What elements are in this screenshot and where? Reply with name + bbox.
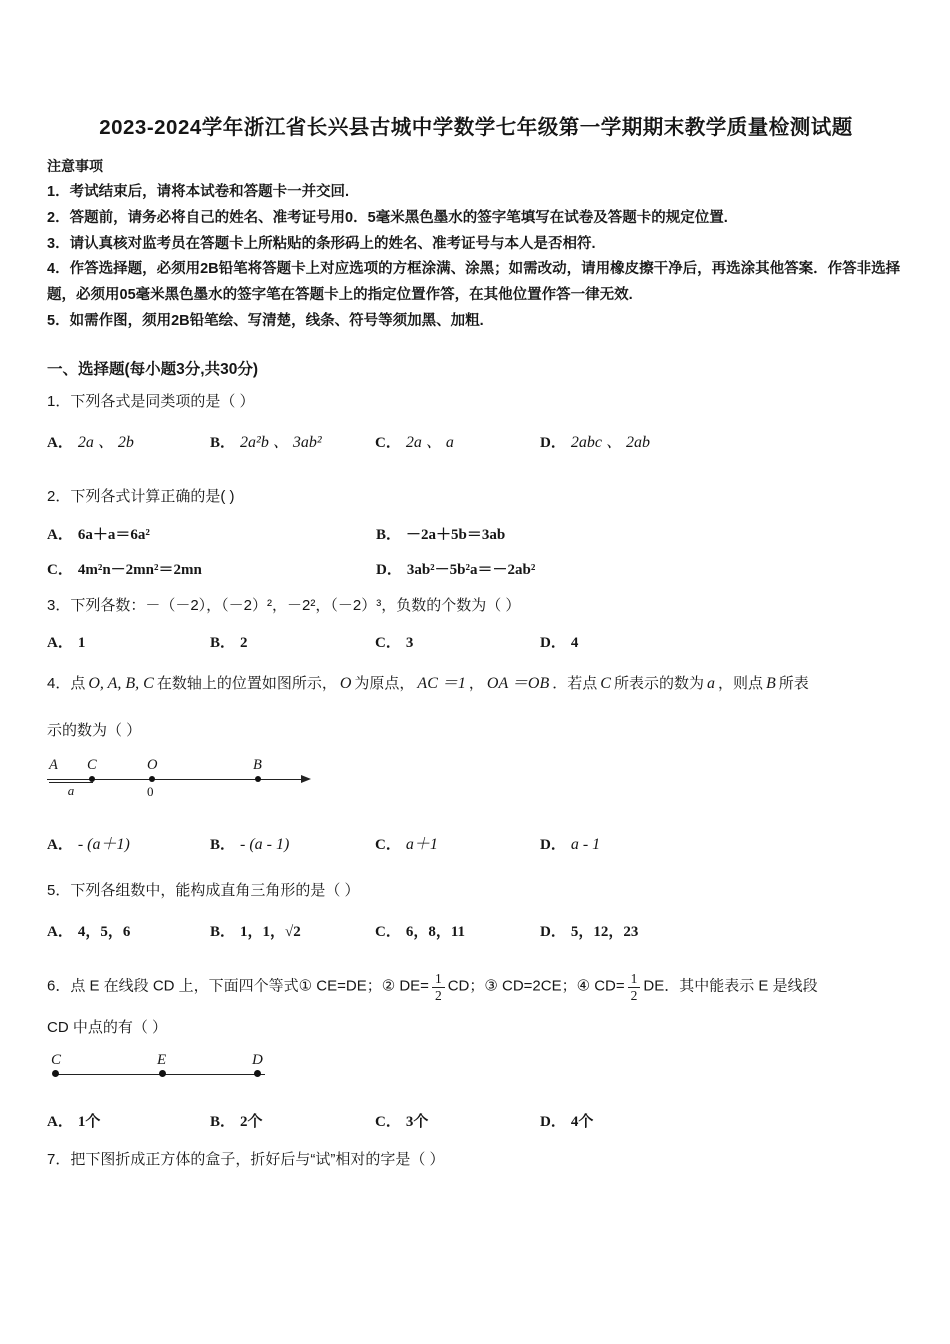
q3-option-a: [47, 631, 210, 652]
notice-item-2: 2．答题前，请务必将自己的姓名、准考证号用0．5毫米黑色墨水的签字笔填写在试卷及答题卡的规定位置.: [47, 209, 728, 226]
option-value: a - 1: [570, 835, 601, 853]
q5-option-c: [375, 920, 540, 941]
q4-text: 在数轴上的位置如图所示，: [156, 675, 337, 693]
q3-option-c: [375, 631, 540, 652]
axis-arrow: [301, 775, 311, 783]
point-dot-O: [149, 776, 155, 782]
number-line-axis: [47, 779, 303, 780]
option-value: 2a²b 、 3ab²: [240, 434, 322, 452]
q4-math: a: [706, 675, 715, 693]
q1-option-a: [47, 429, 210, 452]
q2-option-c: [47, 558, 376, 579]
option-value: 3ab²－5b²a＝－2ab²: [406, 561, 536, 578]
q4-option-d: [540, 833, 905, 854]
option-value: 2a 、 a: [405, 434, 454, 452]
q6-text: DE．其中能表示 E 是线段: [643, 977, 818, 995]
point-dot-E: [159, 1070, 166, 1077]
option-value: 3个: [405, 1113, 429, 1130]
option-value: 1: [77, 635, 86, 652]
q4-text: ，: [468, 675, 484, 693]
origin-label: 0: [147, 783, 154, 799]
notice-item-3: 3．请认真核对监考员在答题卡上所粘贴的条形码上的姓名、准考证号与本人是否相符.: [47, 235, 596, 252]
q1-option-c: [375, 429, 540, 452]
option-value: 4个: [570, 1113, 594, 1130]
notice-item-4: 4．作答选择题，必须用2B铅笔将答题卡上对应选项的方框涂满、涂黑；如需改动，请用橡皮擦干净后，再选涂其他答案．作答非选择题，必须用05毫米黑色墨水的签字笔在答题卡上的指定位置作答，在其他位置作答一律无效.: [47, 261, 901, 304]
option-letter: B．: [210, 435, 236, 452]
point-dot-D: [254, 1070, 261, 1077]
fraction-numerator: 1: [628, 971, 641, 988]
option-letter: D．: [540, 1113, 566, 1130]
q4-text: 所表示的数为: [613, 675, 704, 693]
q4-text: 所表: [778, 675, 809, 693]
option-value: 4，5，6: [77, 924, 131, 941]
q2-option-d: [376, 558, 905, 579]
q6-stem-line2: CD 中点的有（ ）: [47, 1019, 168, 1037]
option-letter: C．: [375, 924, 401, 941]
q2-option-a: [47, 523, 376, 544]
notice-item-1: 1．考试结束后，请将本试卷和答题卡一并交回.: [47, 184, 350, 200]
q3-option-d: [540, 631, 905, 652]
q4-option-c: [375, 831, 540, 854]
point-label-C: C: [51, 1051, 62, 1068]
notice-header: 注意事项: [47, 158, 103, 174]
q4-stem-line2: 示的数为（ ）: [47, 722, 142, 740]
option-letter: D．: [540, 435, 566, 452]
q6-segment-figure: [47, 1052, 317, 1094]
option-letter: A．: [47, 836, 73, 853]
q6-option-a: [47, 1110, 210, 1131]
q4-math: C: [600, 675, 611, 693]
option-value: 6，8，11: [405, 924, 466, 941]
point-label-C: C: [87, 756, 97, 773]
option-value: - (a＋1): [77, 835, 130, 853]
q6-text: CD；③ CD=2CE；④ CD=: [447, 977, 625, 995]
q2-stem: 2．下列各式计算正确的是( ): [47, 488, 235, 506]
option-letter: C．: [375, 1113, 401, 1130]
q6-stem-line1: [47, 971, 905, 1003]
option-value: 1，1，√2: [240, 924, 301, 941]
option-letter: B．: [210, 635, 236, 652]
q4-text: ．若点: [552, 675, 598, 693]
option-letter: A．: [47, 435, 73, 452]
option-value: 4: [570, 635, 579, 652]
option-letter: C．: [47, 561, 73, 578]
option-letter: A．: [47, 526, 73, 543]
point-dot-C: [52, 1070, 59, 1077]
q4-stem-line1: [47, 672, 905, 696]
option-value: 2a 、 2b: [77, 434, 134, 452]
q7-stem: 7．把下图折成正方体的盒子，折好后与“试”相对的字是（ ）: [47, 1150, 445, 1168]
option-value: 4m²n－2mn²＝2mn: [77, 561, 202, 578]
q4-option-b: [210, 833, 375, 854]
q4-text: ，则点: [717, 675, 763, 693]
fraction-denominator: 2: [630, 987, 638, 1003]
q4-number-line-figure: [47, 755, 357, 807]
q4-math: AC ＝1: [417, 675, 466, 693]
option-value: 2abc 、 2ab: [570, 434, 650, 452]
q5-option-a: [47, 920, 210, 941]
q5-options: [47, 920, 905, 941]
page-title: 2023-2024学年浙江省长兴县古城中学数学七年级第一学期期末教学质量检测试题: [99, 116, 853, 139]
q6-options: [47, 1110, 905, 1131]
q6-option-d: [540, 1110, 905, 1131]
q4-text: 4．点: [47, 675, 86, 693]
option-value: 1个: [77, 1113, 101, 1130]
segment-length-label: a: [49, 782, 93, 799]
q4-math: OA ＝OB: [486, 675, 550, 693]
option-value: 5，12，23: [570, 924, 639, 941]
option-letter: D．: [540, 635, 566, 652]
option-letter: D．: [540, 924, 566, 941]
q4-text: 为原点，: [354, 675, 415, 693]
option-letter: D．: [376, 561, 402, 578]
point-label-E: E: [157, 1051, 167, 1068]
section-header: 一、选择题(每小题3分,共30分): [47, 360, 258, 378]
q2-option-b: [376, 523, 905, 544]
option-letter: A．: [47, 635, 73, 652]
q6-option-b: [210, 1110, 375, 1131]
q4-option-a: [47, 831, 210, 854]
q5-option-d: [540, 920, 905, 941]
option-value: 6a＋a＝6a²: [77, 526, 150, 543]
option-letter: B．: [210, 1113, 236, 1130]
q3-option-b: [210, 631, 375, 652]
q4-math: O: [339, 675, 352, 693]
q5-option-b: [210, 920, 375, 941]
q1-option-b: [210, 429, 375, 452]
q1-options: [47, 429, 905, 452]
q3-options: [47, 631, 905, 652]
q4-math: O, A, B, C: [88, 675, 154, 693]
point-label-B: B: [253, 756, 262, 773]
option-letter: C．: [375, 635, 401, 652]
point-label-A: A: [49, 756, 58, 773]
notice-item-5: 5．如需作图，须用2B铅笔绘、写清楚，线条、符号等须加黑、加粗.: [47, 312, 484, 329]
fraction-numerator: 1: [432, 971, 445, 988]
option-value: a＋1: [405, 835, 438, 853]
q2-options: [47, 523, 905, 579]
q1-option-d: [540, 429, 905, 452]
fraction-denominator: 2: [434, 987, 442, 1003]
option-value: 3: [405, 635, 414, 652]
option-value: 2: [240, 635, 248, 652]
q6-text: 6．点 E 在线段 CD 上，下面四个等式① CE=DE；② DE=: [47, 977, 429, 995]
option-letter: B．: [210, 924, 236, 941]
point-dot-B: [255, 776, 261, 782]
option-letter: C．: [375, 435, 401, 452]
option-value: 2个: [240, 1113, 263, 1130]
q5-stem: 5．下列各组数中，能构成直角三角形的是（ ）: [47, 881, 360, 899]
option-value: －2a＋5b＝3ab: [406, 526, 506, 543]
option-value: - (a - 1): [240, 835, 290, 853]
option-letter: D．: [540, 836, 566, 853]
option-letter: C．: [375, 836, 401, 853]
q6-option-c: [375, 1110, 540, 1131]
option-letter: B．: [210, 836, 236, 853]
option-letter: B．: [376, 526, 402, 543]
option-letter: A．: [47, 1113, 73, 1130]
fraction-one-half: [432, 971, 445, 1003]
q3-stem: 3．下列各数：－（－2），（－2）²，－2²，（－2）³，负数的个数为（ ）: [47, 596, 521, 614]
q4-math: B: [765, 675, 776, 693]
point-label-O: O: [147, 756, 158, 773]
q1-stem: 1．下列各式是同类项的是（ ）: [47, 392, 255, 410]
option-letter: A．: [47, 924, 73, 941]
point-label-D: D: [252, 1051, 263, 1068]
q4-options: [47, 831, 905, 854]
fraction-one-half: [628, 971, 641, 1003]
